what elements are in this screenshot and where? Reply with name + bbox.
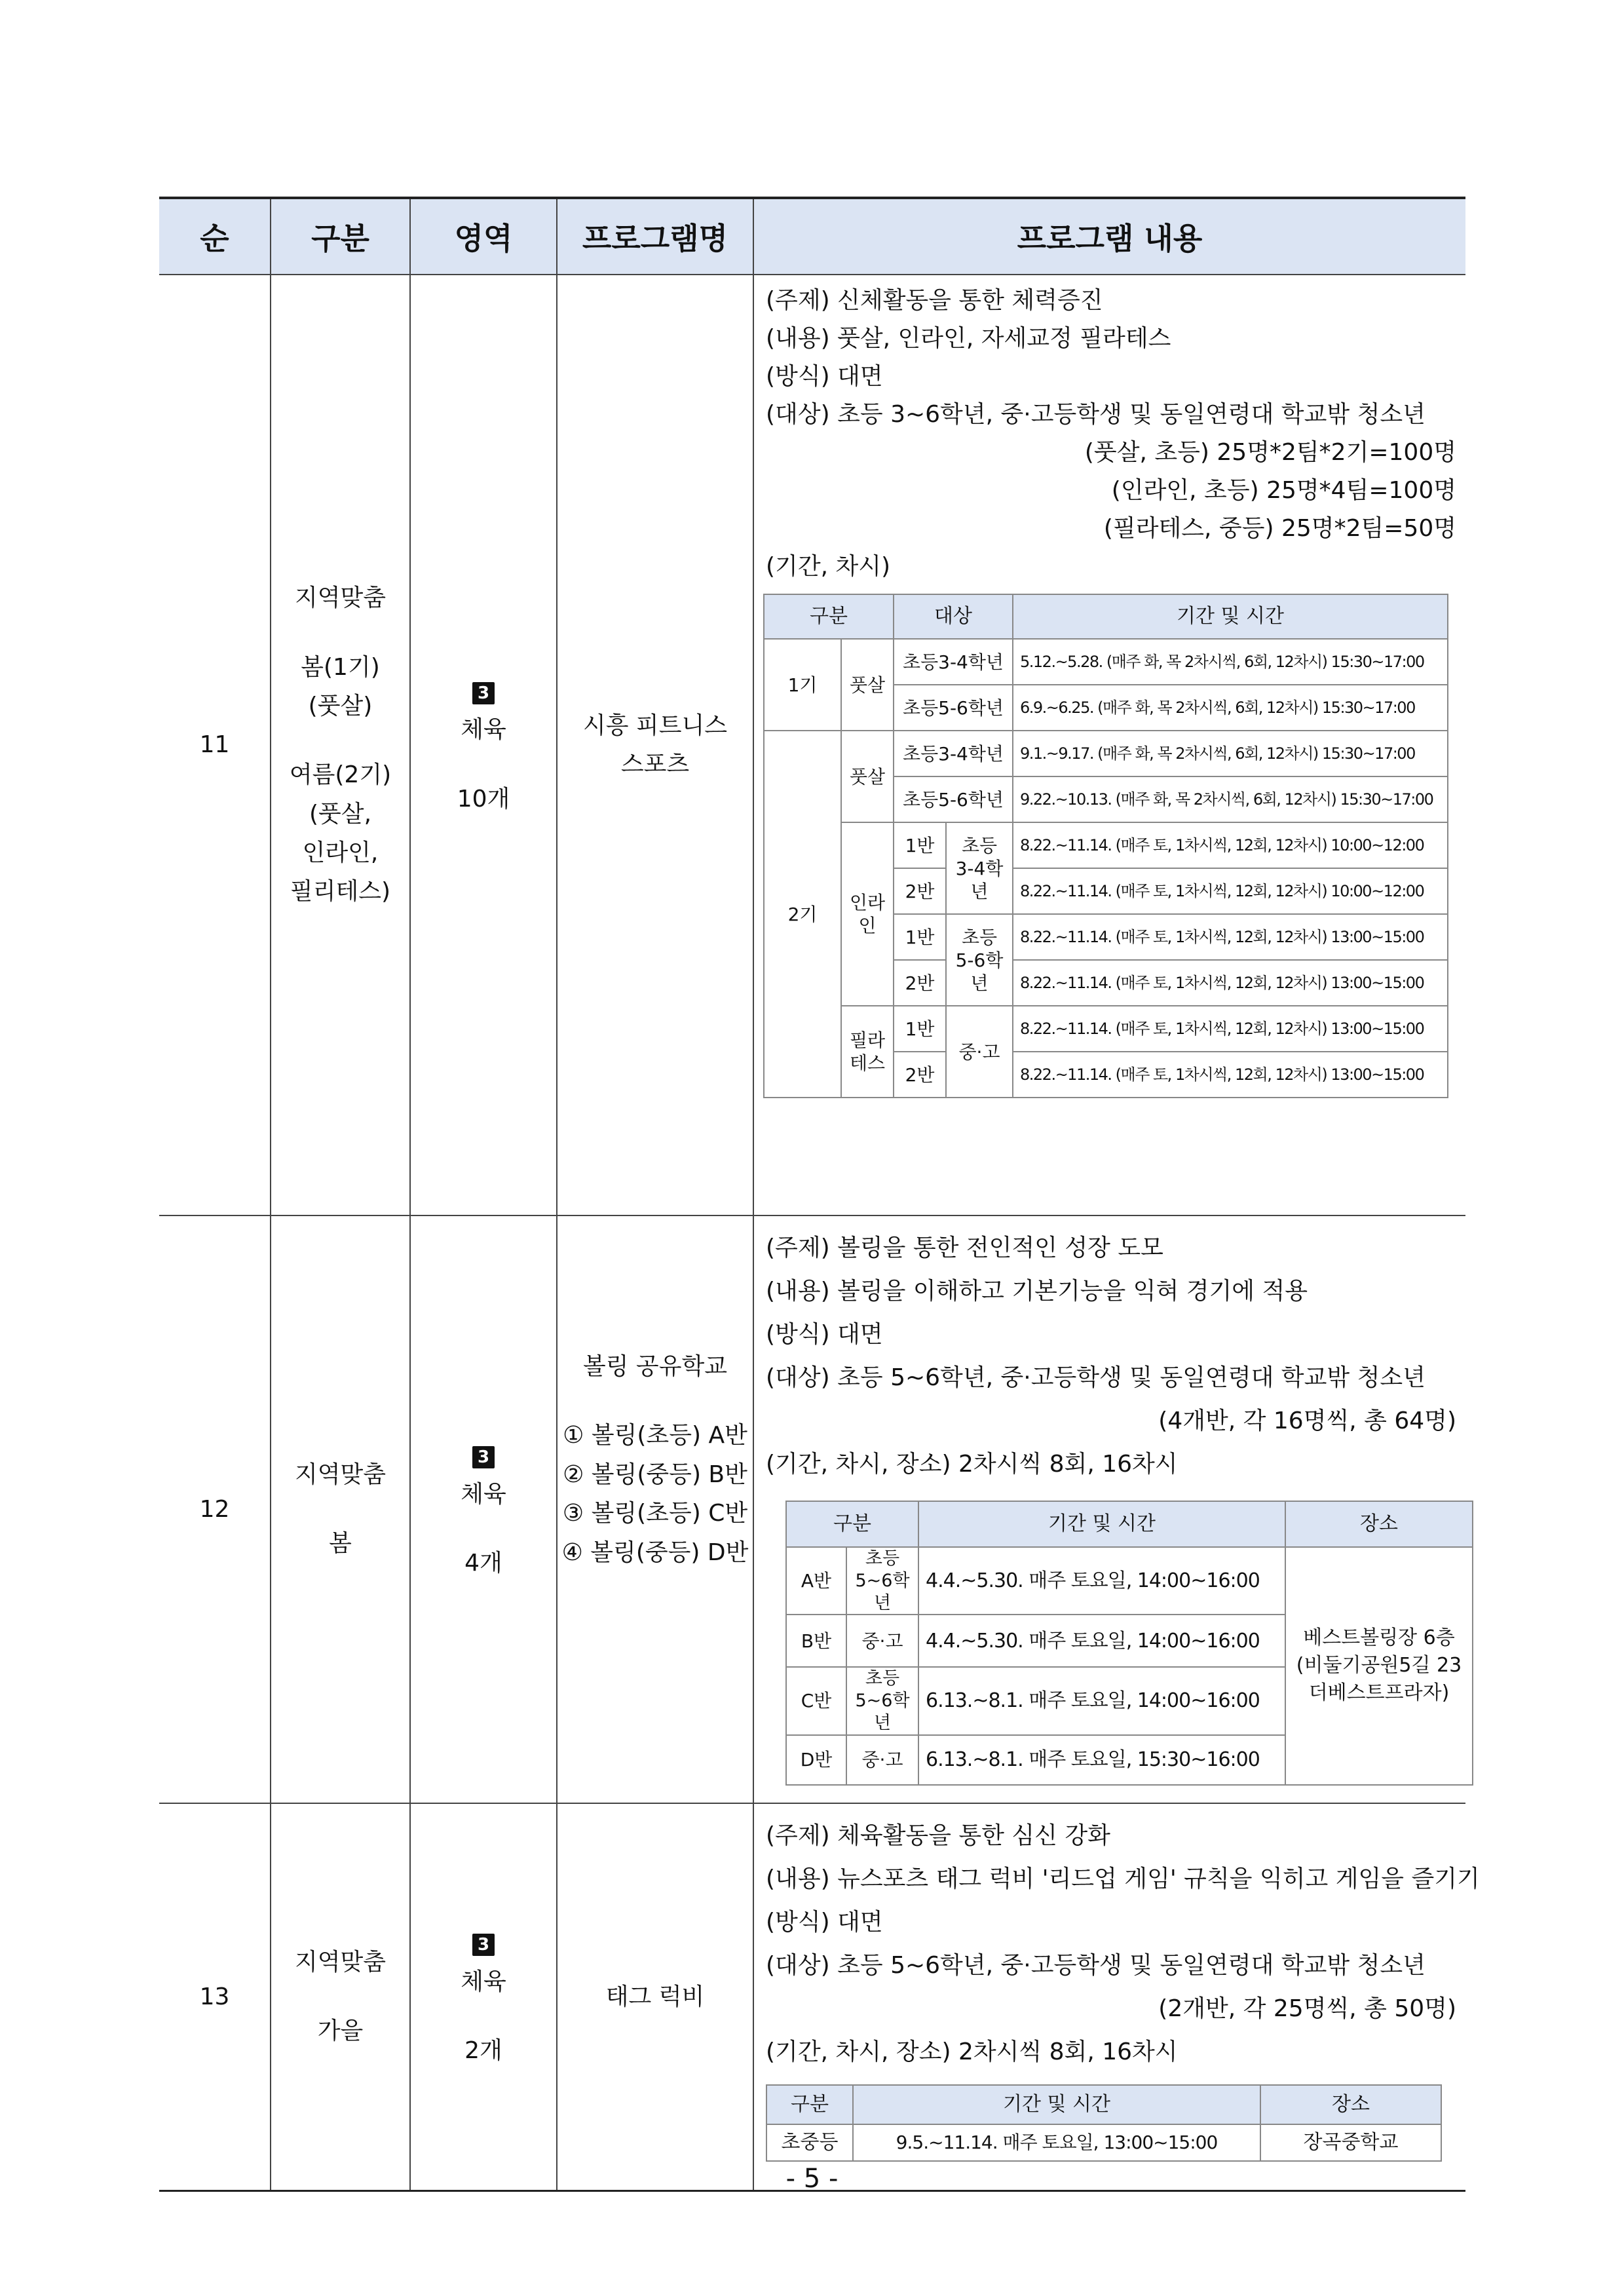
target-cell: 중·고 [846,1735,918,1785]
category-cell [271,1803,410,2191]
sport-cell: 인라인 [841,822,894,1006]
period-cell: 6.13.~8.1. 매주 토요일, 15:30~16:00 [918,1735,1285,1785]
number-3-icon: 3 [472,1934,495,1956]
content-lines [766,1814,1480,2074]
period-cell: 4.4.~5.30. 매주 토요일, 14:00~16:00 [918,1615,1285,1667]
area-name: 체육 [461,1968,506,1995]
area-name: 체육 [461,1480,506,1508]
program-name-cell [557,275,753,1215]
content-line: (대상) 초등 5~6학년, 중·고등학생 및 동일연령대 학교밖 청소년 [766,1951,1426,1979]
sched-header: 기간 및 시간 [1013,594,1448,639]
program-name-line: ④ 볼링(중등) D반 [561,1539,749,1566]
category-line: 지역맞춤 [294,1461,387,1488]
sched-header: 대상 [894,594,1013,639]
number-3-icon: 3 [472,1446,495,1468]
category-line: 여름(2기) [289,761,392,789]
row-number: 11 [159,275,271,1215]
sched-header: 구분 [764,594,894,639]
target-cell: 중·고 [846,1615,918,1667]
area-count: 4개 [464,1549,502,1577]
program-name-line: 스포츠 [620,751,690,778]
header-program-content: 프로그램 내용 [753,198,1465,275]
sched-header: 기간 및 시간 [918,1501,1285,1547]
content-line: (기간, 차시, 장소) 2차시씩 8회, 16차시 [766,1451,1178,1478]
program-content-cell [753,1803,1480,2191]
content-lines [766,282,1456,586]
period-cell: 9.5.~11.14. 매주 토요일, 13:00~15:00 [853,2124,1260,2161]
class-cell: 2반 [894,868,946,914]
category-cell [271,275,410,1215]
class-cell: B반 [786,1615,846,1667]
class-cell: 1반 [894,1006,946,1052]
term-cell: 1기 [764,639,841,731]
class-cell: 1반 [894,914,946,960]
category-line: 필리테스) [290,878,391,906]
content-line: (인라인, 초등) 25명*4팀=100명 [1111,477,1456,504]
content-line: (기간, 차시) [766,553,891,580]
target-cell: 초등 5~6학년 [846,1547,918,1615]
class-cell: C반 [786,1667,846,1734]
period-cell: 8.22.~11.14. (매주 토, 1차시씩, 12회, 12차시) 13:00~15:00 [1013,914,1448,960]
class-cell: 초중등 [766,2124,853,2161]
content-line: (내용) 풋살, 인라인, 자세교정 필라테스 [766,325,1171,352]
row-number: 13 [159,1803,271,2191]
period-cell: 9.1.~9.17. (매주 화, 목 2차시씩, 6회, 12차시) 15:30~17:00 [1013,731,1448,776]
period-cell: 8.22.~11.14. (매주 토, 1차시씩, 12회, 12차시) 13:00~15:00 [1013,960,1448,1006]
sched-header: 기간 및 시간 [853,2085,1260,2124]
category-line: 가을 [317,2018,364,2045]
target-cell: 초등 5~6학년 [846,1667,918,1734]
content-line: (필라테스, 중등) 25명*2팀=50명 [1103,515,1456,542]
sport-cell: 풋살 [841,731,894,822]
period-cell: 8.22.~11.14. (매주 토, 1차시씩, 12회, 12차시) 10:00~12:00 [1013,868,1448,914]
sched-header: 구분 [786,1501,918,1547]
target-cell: 초등5-6학년 [894,685,1013,731]
program-content-cell [753,275,1465,1215]
area-name: 체육 [461,716,506,744]
class-cell: 1반 [894,822,946,868]
category-line: 지역맞춤 [294,1948,387,1976]
area-cell [410,1215,557,1803]
header-category: 구분 [271,198,410,275]
place-cell: 베스트볼링장 6층 (비둘기공원5길 23 더베스트프라자) [1285,1547,1473,1785]
program-name-line: ② 볼링(중등) B반 [563,1461,747,1488]
table-row [159,1803,1465,2191]
content-line: (주제) 볼링을 통한 전인적인 성장 도모 [766,1234,1163,1261]
target-cell: 초등3-4학년 [894,731,1013,776]
program-name-line: 시흥 피트니스 [582,712,728,739]
sched-header: 장소 [1285,1501,1473,1547]
header-program-name: 프로그램명 [557,198,753,275]
period-cell: 6.13.~8.1. 매주 토요일, 14:00~16:00 [918,1667,1285,1734]
schedule-table-13 [766,2084,1442,2162]
place-cell: 장곡중학교 [1260,2124,1441,2161]
period-cell: 8.22.~11.14. (매주 토, 1차시씩, 12회, 12차시) 13:00~15:00 [1013,1052,1448,1098]
period-cell: 8.22.~11.14. (매주 토, 1차시씩, 12회, 12차시) 10:00~12:00 [1013,822,1448,868]
program-name-cell [557,1215,753,1803]
content-line: (내용) 볼링을 이해하고 기본기능을 익혀 경기에 적용 [766,1278,1308,1305]
category-cell [271,1215,410,1803]
page-number: - 5 - [785,2164,839,2194]
category-line: 인라인, [302,839,379,867]
sched-header: 구분 [766,2085,853,2124]
content-line: (내용) 뉴스포츠 태그 럭비 '리드업 게임' 규칙을 익히고 게임을 즐기기 [766,1865,1480,1892]
header-no: 순 [159,198,271,275]
period-cell: 8.22.~11.14. (매주 토, 1차시씩, 12회, 12차시) 13:00~15:00 [1013,1006,1448,1052]
program-table [159,197,1480,2192]
period-cell: 6.9.~6.25. (매주 화, 목 2차시씩, 6회, 12차시) 15:30~17:00 [1013,685,1448,731]
content-lines [766,1227,1456,1486]
content-line: (대상) 초등 3~6학년, 중·고등학생 및 동일연령대 학교밖 청소년 [766,401,1426,428]
category-line: (풋살, [309,800,372,828]
table-row [159,275,1465,1215]
schedule-table-12 [785,1501,1473,1786]
category-line: (풋살) [308,692,373,719]
target-cell: 초등 5-6학년 [946,914,1013,1006]
table-row [159,1215,1465,1803]
content-line: (4개반, 각 16명씩, 총 64명) [1158,1407,1456,1434]
class-cell: D반 [786,1735,846,1785]
program-name-line: 볼링 공유학교 [582,1353,728,1380]
content-line: (2개반, 각 25명씩, 총 50명) [1158,1995,1456,2022]
content-line: (기간, 차시, 장소) 2차시씩 8회, 16차시 [766,2038,1178,2065]
class-cell: 2반 [894,960,946,1006]
content-line: (방식) 대면 [766,1321,883,1348]
class-cell: A반 [786,1547,846,1615]
program-name-line: ① 볼링(초등) A반 [563,1422,747,1449]
period-cell: 5.12.~5.28. (매주 화, 목 2차시씩, 6회, 12차시) 15:30~17:00 [1013,639,1448,685]
category-line: 봄(1기) [301,653,380,681]
category-line: 지역맞춤 [294,584,387,612]
content-line: (주제) 신체활동을 통한 체력증진 [766,287,1103,314]
header-area: 영역 [410,198,557,275]
area-cell [410,275,557,1215]
category-line: 봄 [329,1530,352,1558]
content-line: (방식) 대면 [766,363,883,390]
content-line: (대상) 초등 5~6학년, 중·고등학생 및 동일연령대 학교밖 청소년 [766,1364,1426,1391]
period-cell: 4.4.~5.30. 매주 토요일, 14:00~16:00 [918,1547,1285,1615]
table-header-row [159,198,1465,275]
number-3-icon: 3 [472,682,495,704]
term-cell: 2기 [764,731,841,1098]
row-number: 12 [159,1215,271,1803]
program-name-line: 태그 럭비 [605,1983,705,2010]
program-name-line: ③ 볼링(초등) C반 [562,1500,748,1527]
program-name-cell [557,1803,753,2191]
target-cell: 초등5-6학년 [894,776,1013,822]
area-count: 2개 [464,2037,502,2064]
period-cell: 9.22.~10.13. (매주 화, 목 2차시씩, 6회, 12차시) 15:30~17:00 [1013,776,1448,822]
sport-cell: 풋살 [841,639,894,731]
target-cell: 초등3-4학년 [894,639,1013,685]
sport-cell: 필라 테스 [841,1006,894,1098]
target-cell: 중·고 [946,1006,1013,1098]
program-content-cell [753,1215,1465,1803]
target-cell: 초등 3-4학년 [946,822,1013,914]
content-line: (방식) 대면 [766,1908,883,1936]
class-cell: 2반 [894,1052,946,1098]
area-cell [410,1803,557,2191]
area-count: 10개 [457,785,510,813]
schedule-table-11 [763,594,1448,1098]
content-line: (풋살, 초등) 25명*2팀*2기=100명 [1084,439,1456,466]
content-line: (주제) 체육활동을 통한 심신 강화 [766,1822,1110,1849]
sched-header: 장소 [1260,2085,1441,2124]
